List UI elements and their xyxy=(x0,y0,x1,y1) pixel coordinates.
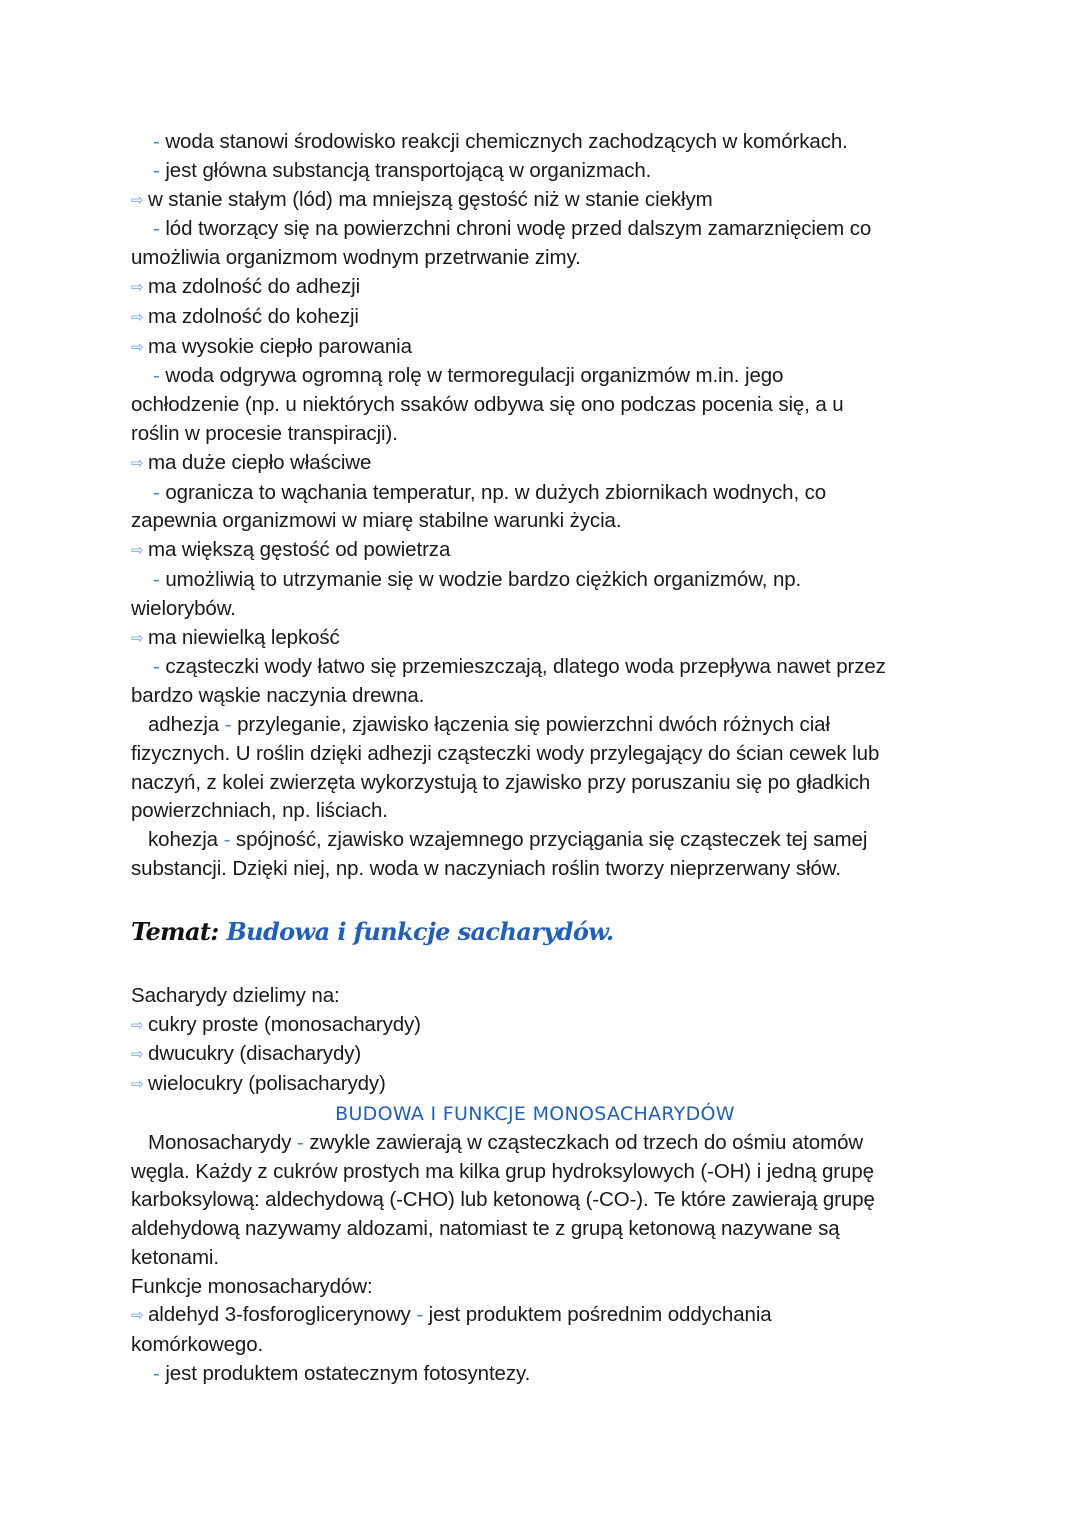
text-line: - lód tworzący się na powierzchni chroni wodę przed dalszym zamarznięciem co xyxy=(153,217,872,241)
text-line: ochłodzenie (np. u niektórych ssaków odbywa się ono podczas pocenia się, a u xyxy=(131,393,844,417)
text-line: fizycznych. U roślin dzięki adhezji cząsteczki wody przylegający do ścian cewek lub xyxy=(131,741,880,765)
arrow-right-icon: ⇨ xyxy=(131,1046,144,1064)
arrow-right-icon: ⇨ xyxy=(131,191,144,209)
text-line: naczyń, z kolei zwierzęta wykorzystują to zjawisko przy poruszaniu się po gładkich xyxy=(131,770,871,794)
text-line: Sacharydy dzielimy na: xyxy=(131,983,340,1007)
list-item: ⇨ ma niewielką lepkość xyxy=(131,624,951,654)
text-line: karboksylową: aldechydową (-CHO) lub ketonową (-CO-). Te które zawierają grupę xyxy=(131,1188,875,1212)
document-page xyxy=(131,128,951,1389)
list-item: ⇨ aldehyd 3-fosforoglicerynowy - jest produktem pośrednim oddychania xyxy=(131,1301,951,1331)
dash-icon: - xyxy=(153,130,160,153)
text-line: zapewnia organizmowi w miarę stabilne warunki życia. xyxy=(131,509,622,533)
text-line: - ogranicza to wąchania temperatur, np. w dużych zbiornikach wodnych, co xyxy=(153,480,827,504)
dash-icon: - xyxy=(153,217,160,241)
text-line: ketonami. xyxy=(131,1245,219,1269)
definition-kohezja: kohezja - spójność, zjawisko wzajemnego przyciągania się cząsteczek tej samej xyxy=(148,828,868,852)
text-line: węgla. Każdy z cukrów prostych ma kilka grup hydroksylowych (-OH) i jedną grupę xyxy=(131,1159,874,1183)
dash-icon: - xyxy=(153,158,160,182)
dash-icon: - xyxy=(223,828,231,852)
dash-icon: - xyxy=(153,1362,160,1386)
arrow-right-icon: ⇨ xyxy=(131,1016,144,1034)
arrow-right-icon: ⇨ xyxy=(131,308,144,326)
list-item: ⇨ ma zdolność do kohezji xyxy=(131,303,951,333)
dash-icon: - xyxy=(153,567,160,591)
topic-title: Budowa i funkcje sacharydów. xyxy=(226,916,614,946)
text-line: umożliwia organizmom wodnym przetrwanie zimy. xyxy=(131,246,581,270)
text-line: - jest produktem ostatecznym fotosyntezy. xyxy=(153,1362,531,1386)
list-item: ⇨ ma zdolność do adhezji xyxy=(131,273,951,303)
section-heading: BUDOWA I FUNKCJE MONOSACHARYDÓW xyxy=(335,1102,735,1125)
text-line: - woda odgrywa ogromną rolę w termoregulacji organizmów m.in. jego xyxy=(153,364,784,388)
arrow-right-icon: ⇨ xyxy=(131,338,144,356)
arrow-right-icon: ⇨ xyxy=(131,1307,144,1325)
arrow-right-icon: ⇨ xyxy=(131,542,144,560)
text-line: - woda stanowi środowisko reakcji chemicznych zachodzących w komórkach. xyxy=(153,130,848,153)
topic-label: Temat: xyxy=(131,916,219,946)
definition-adhezja: adhezja - przyleganie, zjawisko łączenia się powierzchni dwóch różnych ciał xyxy=(148,712,830,736)
list-item: ⇨ w stanie stałym (lód) ma mniejszą gęstość niż w stanie ciekłym xyxy=(131,186,951,216)
dash-icon: - xyxy=(297,1130,304,1154)
topic-heading xyxy=(131,916,951,948)
text-line: wielorybów. xyxy=(131,596,236,620)
list-item: ⇨ ma duże ciepło właściwe xyxy=(131,449,951,479)
text-line: - cząsteczki wody łatwo się przemieszczają, dlatego woda przepływa nawet przez xyxy=(153,655,886,679)
arrow-right-icon: ⇨ xyxy=(131,278,144,296)
list-item: ⇨ dwucukry (disacharydy) xyxy=(131,1040,951,1070)
list-item: ⇨ ma większą gęstość od powietrza xyxy=(131,536,951,566)
dash-icon: - xyxy=(153,480,160,504)
text-line: - jest główna substancją transportojącą w organizmach. xyxy=(153,158,652,182)
text-line: Funkcje monosacharydów: xyxy=(131,1274,373,1298)
text-line: bardzo wąskie naczynia drewna. xyxy=(131,684,425,708)
list-item: ⇨ ma wysokie ciepło parowania xyxy=(131,333,951,363)
definition-monosacharydy: Monosacharydy - zwykle zawierają w cząsteczkach od trzech do ośmiu atomów xyxy=(148,1130,864,1154)
arrow-right-icon: ⇨ xyxy=(131,629,144,647)
dash-icon: - xyxy=(153,364,160,388)
text-line: - umożliwią to utrzymanie się w wodzie bardzo ciężkich organizmów, np. xyxy=(153,567,802,591)
list-item: ⇨ cukry proste (monosacharydy) xyxy=(131,1011,951,1041)
text-line: aldehydową nazywamy aldozami, natomiast te z grupą ketonową nazywane są xyxy=(131,1217,840,1241)
list-item: ⇨ wielocukry (polisacharydy) xyxy=(131,1070,951,1100)
text-line: roślin w procesie transpiracji). xyxy=(131,421,398,445)
arrow-right-icon: ⇨ xyxy=(131,1076,144,1094)
dash-icon: - xyxy=(153,655,160,679)
text-line: substancji. Dzięki niej, np. woda w naczyniach roślin tworzy nieprzerwany słów. xyxy=(131,856,841,880)
dash-icon: - xyxy=(416,1303,424,1327)
arrow-right-icon: ⇨ xyxy=(131,454,144,472)
text-line: komórkowego. xyxy=(131,1333,264,1357)
text-line: powierzchniach, np. liściach. xyxy=(131,799,388,823)
dash-icon: - xyxy=(224,712,232,736)
